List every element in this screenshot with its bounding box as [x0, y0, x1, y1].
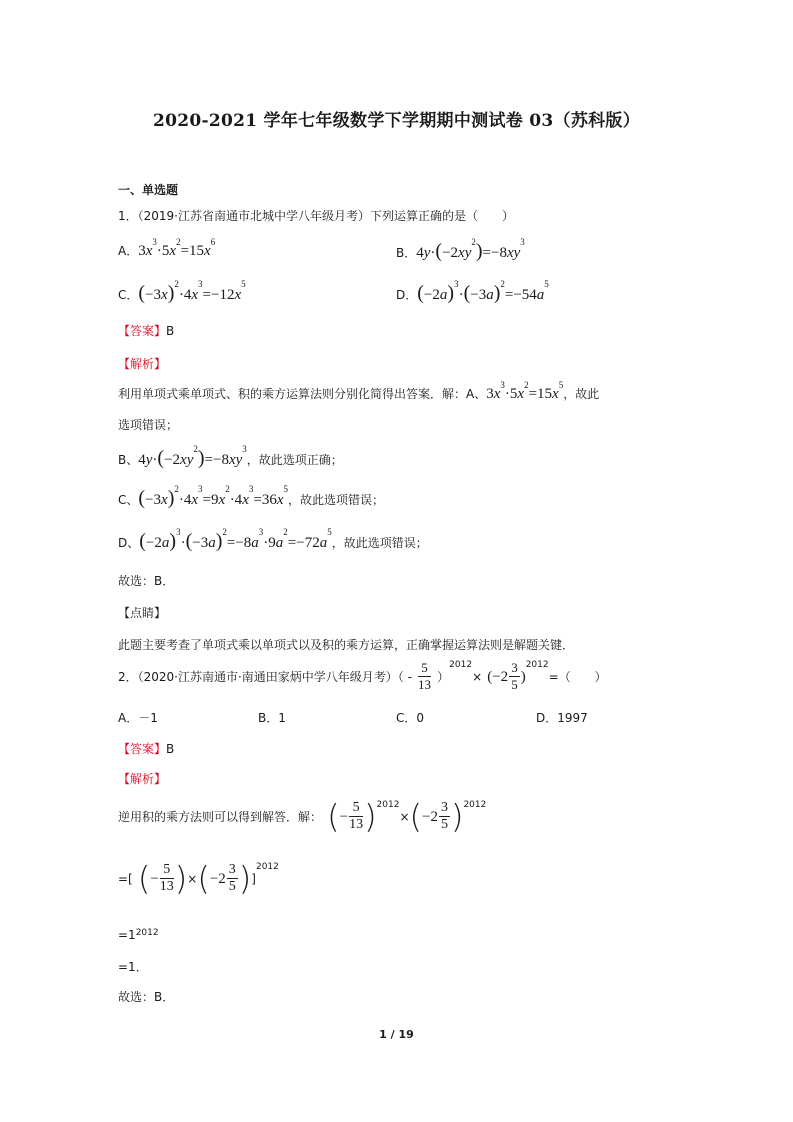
q1-dianjing: 此题主要考查了单项式乘以单项式以及积的乘方运算，正确掌握运算法则是解题关键． — [118, 638, 575, 652]
q2-analysis-line1: 逆用积的乘方法则可以得到解答．解： (− $\frac{5}{13}$ )$^{2012}$×(−2 $\frac{3}{5}$ )$^{2012}$ — [118, 797, 487, 836]
q2-conclusion: 故选：B． — [118, 990, 175, 1004]
q2-stem: 2．（2020·江苏南通市·南通田家炳中学八年级月考）（ - $\frac{5}{13}$ ）$^{2012}$× (−2 $\frac{3}{5}$ )$^{2012}$=（ ） — [118, 660, 607, 692]
q1-analysis-d: D、$(-2a)^3\cdot(-3a)^2=-8a^3\cdot 9a^2=-72a^5$，故此选项错误； — [118, 527, 428, 552]
q1-analysis-tag: 【解析】 — [118, 357, 167, 371]
q1-analysis-line2: 选项错误； — [118, 418, 179, 432]
q1-analysis-c: C、$(-3x)^2\cdot 4x^3=9x^2\cdot 4x^3=36x^5$，故此选项错误； — [118, 484, 385, 509]
page-number: 1 / 19 — [379, 1028, 414, 1041]
q1-answer: 【答案】B — [118, 324, 175, 338]
q2-option-a: A．－1 — [118, 711, 158, 725]
q2-analysis-step2: =[ (− $\frac{5}{13}$ )×(−2 $\frac{3}{5}$ )]$^{2012}$ — [118, 859, 279, 898]
q2-option-d: D．1997 — [536, 711, 588, 725]
q1-conclusion: 故选：B． — [118, 574, 175, 588]
q2-answer: 【答案】B — [118, 742, 175, 756]
q2-analysis-tag: 【解析】 — [118, 772, 167, 786]
q1-analysis-b: B、$4y\cdot(-2xy^2)=-8xy^3$，故此选项正确； — [118, 444, 343, 469]
q2-analysis-step3: $=1^{2012}$ — [118, 928, 159, 942]
q1-option-c: C．$(-3x)^2\cdot 4x^3=-12x^5$ — [118, 279, 246, 304]
q1-analysis-line1: 利用单项式乘单项式、积的乘方运算法则分别化简得出答案．解：A、$3x^3\cdot 5x^2=15x^5$，故此 — [118, 380, 600, 402]
q1-stem: 1．（2019·江苏省南通市北城中学八年级月考）下列运算正确的是（ ） — [118, 209, 514, 223]
page-title: 2020-2021 学年七年级数学下学期期中测试卷 03（苏科版） — [152, 111, 641, 131]
q1-option-b: B．$4y\cdot(-2xy^2)=-8xy^3$ — [396, 237, 525, 262]
section-heading: 一、单选题 — [118, 183, 179, 197]
q2-option-c: C．0 — [396, 711, 425, 725]
q2-analysis-step4: =1． — [118, 960, 148, 974]
q1-option-d: D．$(-2a)^3\cdot(-3a)^2=-54a^5$ — [396, 279, 549, 304]
q1-dianjing-tag: 【点睛】 — [118, 606, 167, 620]
q1-option-a: A．$3x^3\cdot 5x^2=15x^6$ — [118, 237, 216, 259]
q2-option-b: B．1 — [258, 711, 286, 725]
